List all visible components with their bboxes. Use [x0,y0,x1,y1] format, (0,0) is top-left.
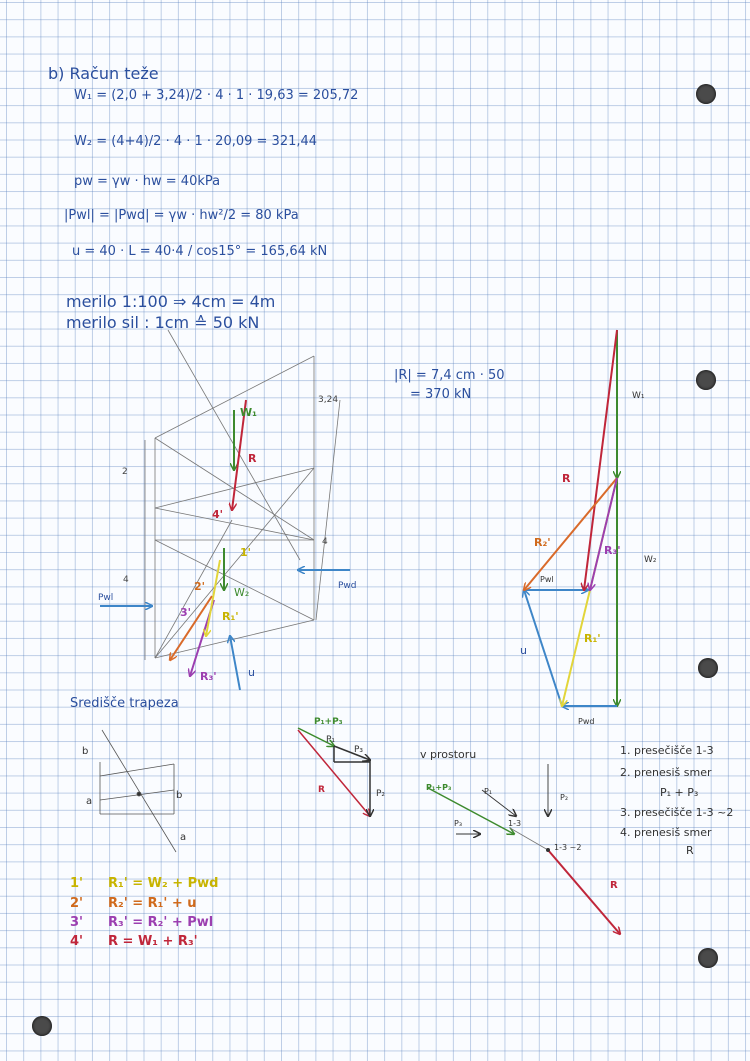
trap-a-left: a [86,796,93,807]
label-pwl: Pwl [98,593,114,603]
small-polygon-labels [314,717,385,799]
wall-construction-lines [145,330,340,660]
wall-dimension-labels [122,395,338,585]
force-polygon [524,330,617,706]
wall-force-vectors [100,400,350,690]
sp-p1: P₁ [326,735,336,745]
legend-key-1: 1' [70,876,84,891]
poly-label-w1: W₁ [632,391,645,401]
poly-label-w2: W₂ [644,555,657,565]
legend-eq-2: R₂' = R₁' + u [108,896,197,911]
dim-4a: 4 [123,575,129,585]
legend-eq-3: R₃' = R₂' + Pwl [108,915,214,930]
legend-eq-1: R₁' = W₂ + Pwd [108,876,219,891]
poly-label-r: R [562,472,571,485]
calc-pw: pw = γw · hw = 40kPa [74,174,221,189]
step-4b: R [686,844,694,857]
calc-pwl: |Pwl| = |Pwd| = γw · hw²/2 = 80 kPa [64,208,299,223]
trap-b-right: b [176,790,183,801]
trapezoid-sketch [100,730,176,852]
legend-key-4: 4' [70,934,84,949]
label-r1: R₁' [222,610,239,623]
resultant-value: = 370 kN [410,387,472,402]
wall-force-labels [98,406,357,683]
trapezoid-title: Središče trapeza [70,696,179,711]
sp-p1p3: P₁+P₃ [314,717,343,727]
label-pwd: Pwd [338,581,357,591]
label-r: R [248,452,257,465]
label-w2: W₂ [234,586,250,599]
space-r: R [610,880,618,891]
step-4: 4. prenesiš smer [620,826,712,839]
calc-u: u = 40 · L = 40·4 / cos15° = 165,64 kN [72,244,328,259]
u-polygon [524,590,562,706]
trapezoid-labels [82,746,186,843]
u-vector [230,636,240,690]
dim-4b: 4 [322,537,328,547]
label-u: u [248,666,255,679]
space-13: 1-3 [508,819,522,828]
space-diagram [428,764,620,934]
step-1: 1. presečišče 1-3 [620,744,714,757]
scale-force: merilo sil : 1cm ≙ 50 kN [66,313,260,332]
poly-label-u: u [520,644,527,657]
step-2b: P₁ + P₃ [660,786,699,799]
trap-a-bottom: a [180,832,187,843]
scale-length: merilo 1:100 ⇒ 4cm = 4m [66,292,276,311]
calc-w1: W₁ = (2,0 + 3,24)/2 · 4 · 1 · 19,63 = 205,72 [74,88,359,103]
r1-vector-wall [206,560,220,636]
poly-label-pwd: Pwd [578,717,595,726]
dim-2: 2 [122,467,128,477]
sp-p2: P₂ [376,789,386,799]
poly-label-pwl: Pwl [540,575,554,584]
poly-label-r1: R₁' [584,632,601,645]
label-4: 4' [212,508,224,521]
step-2: 2. prenesiš smer [620,766,712,779]
poly-label-r2: R₂' [534,536,551,549]
legend-eq-4: R = W₁ + R₃' [108,934,198,949]
space-p3: P₃ [454,819,463,828]
label-r3: R₃' [200,670,217,683]
dim-324: 3,24 [318,395,339,405]
label-w1: W₁ [240,406,257,419]
space-p1p3: P₁+P₃ [426,783,452,792]
calc-w2: W₂ = (4+4)/2 · 4 · 1 · 20,09 = 321,44 [74,134,318,149]
trap-b-top: b [82,746,89,757]
section-title: b) Račun teže [48,64,159,83]
sp-p3: P₃ [354,745,364,755]
sp-r: R [318,785,325,795]
legend-key-2: 2' [70,896,84,911]
label-3: 3' [180,606,192,619]
resultant-magnitude: |R| = 7,4 cm · 50 [394,368,505,383]
label-1: 1' [240,546,252,559]
space-title: v prostoru [420,748,477,761]
space-diagram-labels [426,783,618,891]
space-132: 1-3 ~2 [554,843,582,852]
poly-label-r3: R₃' [604,544,621,557]
label-2: 2' [194,580,206,593]
space-p1: P₁ [484,787,493,796]
step-3: 3. presečišče 1-3 ~2 [620,806,734,819]
legend-key-3: 3' [70,915,84,930]
space-p2: P₂ [560,793,569,802]
